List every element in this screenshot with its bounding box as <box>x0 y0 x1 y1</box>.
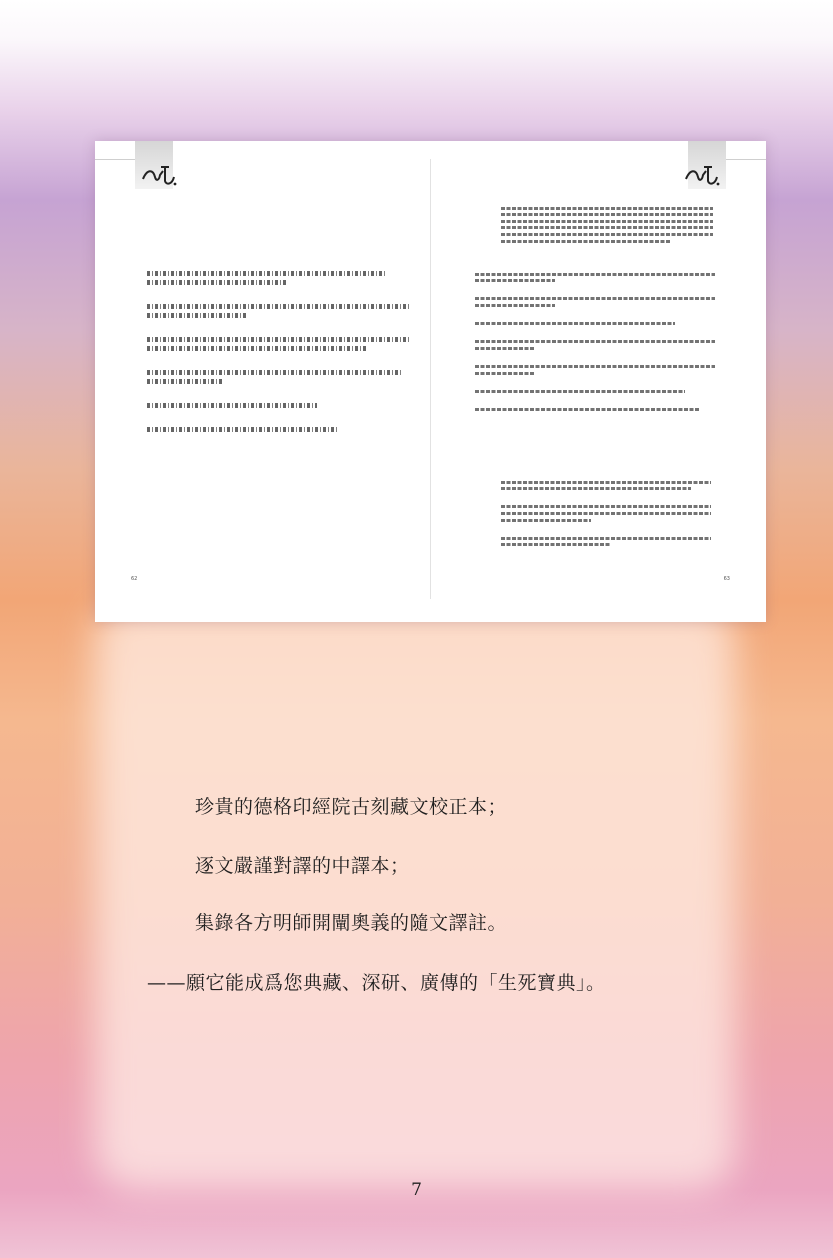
caption-line: 逐文嚴謹對譯的中譯本； <box>195 855 410 877</box>
caption-line: 珍貴的德格印經院古刻藏文校正本； <box>195 796 508 818</box>
right-page-number: 63 <box>723 576 730 582</box>
page-number: 7 <box>411 1180 422 1200</box>
left-page-number: 62 <box>131 576 138 582</box>
caption-line: 集錄各方明師開闡奧義的隨文譯註。 <box>195 912 508 934</box>
caption-line: ——願它能成爲您典藏、深研、廣傳的「生死寶典」。 <box>147 972 606 994</box>
